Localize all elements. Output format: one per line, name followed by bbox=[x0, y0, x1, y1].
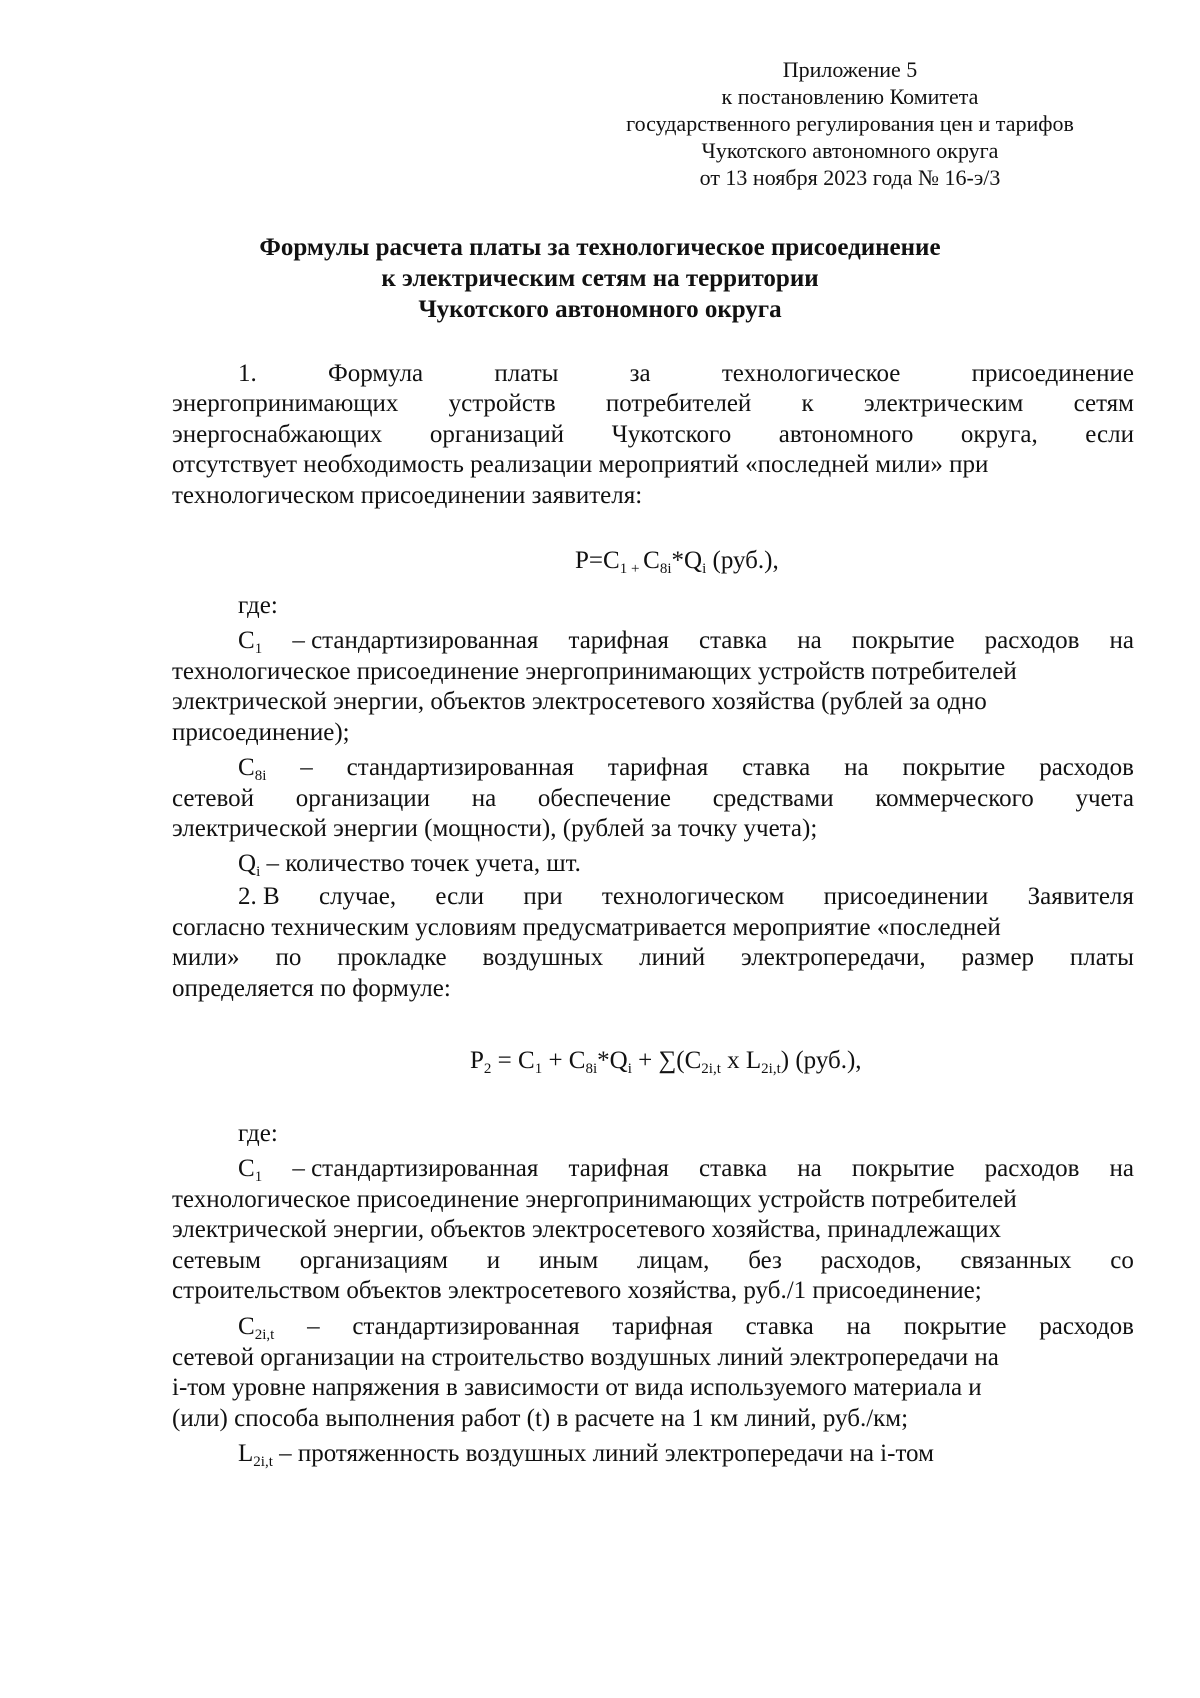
def-c2it-line-2: сетевой организации на строительство воздушных линий электропередачи на bbox=[172, 1344, 999, 1371]
word: на bbox=[471, 785, 497, 812]
def-c1b-line-1: $C_1$ – стандартизированная тарифная ставка на покрытие расходов на bbox=[238, 1155, 1134, 1185]
word: стандартизированная bbox=[352, 1313, 580, 1340]
word: расходов bbox=[1039, 1313, 1134, 1340]
word: энергоснабжающих bbox=[172, 421, 383, 448]
word: присоединение bbox=[971, 360, 1134, 387]
word: линий bbox=[639, 944, 706, 971]
word: на bbox=[1109, 627, 1134, 654]
word: коммерческого bbox=[875, 785, 1034, 812]
word: тарифная bbox=[607, 754, 709, 781]
header-line-1: Приложение 5 bbox=[782, 57, 918, 82]
def-c1b-line-4 bbox=[172, 1245, 1134, 1276]
header-line-3: государственного регулирования цен и тарифов bbox=[626, 111, 1074, 136]
def-c1-line-1: $C_1$ – стандартизированная тарифная ставка на покрытие расходов на bbox=[238, 627, 1134, 657]
def-c1-line-4: присоединение); bbox=[172, 719, 350, 746]
def-c1-line-3: электрической энергии, объектов электросетевого хозяйства (рублей за одно bbox=[172, 688, 987, 715]
word: – bbox=[307, 1313, 320, 1340]
word: – стандартизированная bbox=[292, 627, 539, 654]
word: расходов bbox=[984, 627, 1080, 654]
word: на bbox=[797, 627, 822, 654]
word: тарифная bbox=[568, 1155, 669, 1182]
word: и bbox=[486, 1247, 501, 1274]
def-c2it-line-4: (или) способа выполнения работ (t) в расчете на 1 км линий, руб./км; bbox=[172, 1405, 909, 1432]
def-c1b-line-2: технологическое присоединение энергопринимающих устройств потребителей bbox=[172, 1186, 1017, 1213]
word: Формула bbox=[327, 360, 424, 387]
header-line-2: к постановлению Комитета bbox=[721, 84, 979, 109]
word: платы bbox=[494, 360, 559, 387]
word: ставка bbox=[698, 627, 768, 654]
word: мили» bbox=[172, 944, 240, 971]
word: если bbox=[1085, 421, 1134, 448]
word: сетевой bbox=[172, 785, 255, 812]
title-line-3: Чукотского автономного округа bbox=[418, 296, 782, 323]
word: тарифная bbox=[568, 627, 669, 654]
word: присоединении bbox=[823, 883, 989, 910]
word: покрытие bbox=[851, 627, 955, 654]
word: потребителей bbox=[605, 390, 752, 417]
word: стандартизированная bbox=[346, 754, 574, 781]
def-c8i-line-1: $C_{8i}$ – стандартизированная тарифная ставка на покрытие расходов bbox=[238, 754, 1134, 784]
word: без bbox=[748, 1247, 782, 1274]
word: технологическом bbox=[601, 883, 785, 910]
word: – стандартизированная bbox=[292, 1155, 539, 1182]
word: расходов, bbox=[820, 1247, 922, 1274]
word: Чукотского bbox=[611, 421, 732, 448]
header-line-5: от 13 ноября 2023 года № 16-э/3 bbox=[699, 165, 1001, 190]
word: сетям bbox=[1073, 390, 1134, 417]
word: случае, bbox=[318, 883, 397, 910]
word: средствами bbox=[712, 785, 834, 812]
header-line-4: Чукотского автономного округа bbox=[701, 138, 999, 163]
word: за bbox=[629, 360, 651, 387]
def-l2it: $L_{2i,t}$ – протяженность воздушных линий электропередачи на i-том bbox=[238, 1440, 934, 1470]
word: воздушных bbox=[482, 944, 604, 971]
where-label-1: где: bbox=[238, 592, 278, 619]
word: устройств bbox=[448, 390, 556, 417]
word: на bbox=[844, 754, 869, 781]
word: при bbox=[523, 883, 563, 910]
word: на bbox=[797, 1155, 822, 1182]
word: обеспечение bbox=[537, 785, 671, 812]
word: энергопринимающих bbox=[172, 390, 399, 417]
word: по bbox=[275, 944, 302, 971]
def-qi: $Q_i$ – количество точек учета, шт. bbox=[238, 850, 581, 880]
word: размер bbox=[961, 944, 1035, 971]
section2-line-1 bbox=[238, 881, 1134, 912]
formula-2: $P_2 = C_1 + C_{8i}*Q_i + \sum(C_{2i,t}$ x $L_{2i,t}$) (руб.), bbox=[470, 1047, 862, 1077]
word: расходов bbox=[1039, 754, 1134, 781]
word: расходов bbox=[984, 1155, 1080, 1182]
word: ставка bbox=[742, 754, 811, 781]
word: автономного bbox=[778, 421, 914, 448]
def-c1b-line-3: электрической энергии, объектов электросетевого хозяйства, принадлежащих bbox=[172, 1216, 1001, 1243]
section2-line-4: определяется по формуле: bbox=[172, 975, 451, 1002]
word: если bbox=[435, 883, 485, 910]
def-c8i-line-2 bbox=[172, 783, 1134, 814]
word: организаций bbox=[429, 421, 565, 448]
def-c8i-line-3: электрической энергии (мощности), (рублей за точку учета); bbox=[172, 815, 818, 842]
word: покрытие bbox=[851, 1155, 955, 1182]
word: электропередачи, bbox=[740, 944, 926, 971]
title-line-1: Формулы расчета платы за технологическое присоединение bbox=[259, 234, 941, 261]
word: покрытие bbox=[903, 1313, 1007, 1340]
def-c2it-line-3: i-том уровне напряжения в зависимости от вида используемого материала и bbox=[172, 1374, 982, 1401]
section1-line-5: технологическом присоединении заявителя: bbox=[172, 482, 643, 509]
word: технологическое bbox=[721, 360, 901, 387]
word: 1. bbox=[238, 360, 257, 387]
section2-line-3 bbox=[172, 942, 1134, 973]
word: сетевым bbox=[172, 1247, 261, 1274]
word: электрическим bbox=[863, 390, 1024, 417]
word: Заявителя bbox=[1027, 883, 1134, 910]
word: 2. В bbox=[238, 883, 280, 910]
word: платы bbox=[1069, 944, 1134, 971]
section1-line-1 bbox=[238, 358, 1134, 389]
word: связанных bbox=[960, 1247, 1072, 1274]
section1-line-2 bbox=[172, 388, 1134, 419]
formula-1: $P=C_1$ $_+$ $C_{8i}*Q_i$ (руб.), bbox=[575, 547, 779, 577]
word: иным bbox=[538, 1247, 599, 1274]
def-c1b-line-5: строительством объектов электросетевого хозяйства, руб./1 присоединение; bbox=[172, 1277, 982, 1304]
section2-line-2: согласно техническим условиям предусматривается мероприятие «последней bbox=[172, 914, 1001, 941]
word: ставка bbox=[698, 1155, 768, 1182]
def-c1-line-2: технологическое присоединение энергопринимающих устройств потребителей bbox=[172, 658, 1017, 685]
def-c2it-line-1: $C_{2i,t}$ – стандартизированная тарифная ставка на покрытие расходов bbox=[238, 1313, 1134, 1343]
word: организации bbox=[295, 785, 430, 812]
word: к bbox=[801, 390, 814, 417]
word: организациям bbox=[299, 1247, 448, 1274]
word: округа, bbox=[960, 421, 1038, 448]
word: учета bbox=[1075, 785, 1134, 812]
word: покрытие bbox=[902, 754, 1006, 781]
word: на bbox=[846, 1313, 871, 1340]
title-line-2: к электрическим сетям на территории bbox=[381, 265, 819, 292]
section1-line-4: отсутствует необходимость реализации мероприятий «последней мили» при bbox=[172, 451, 989, 478]
where-label-2: где: bbox=[238, 1120, 278, 1147]
word: на bbox=[1109, 1155, 1134, 1182]
word: ставка bbox=[745, 1313, 814, 1340]
word: прокладке bbox=[337, 944, 447, 971]
word: тарифная bbox=[612, 1313, 713, 1340]
word: со bbox=[1110, 1247, 1134, 1274]
word: – bbox=[300, 754, 313, 781]
word: лицам, bbox=[637, 1247, 710, 1274]
section1-line-3 bbox=[172, 419, 1134, 450]
